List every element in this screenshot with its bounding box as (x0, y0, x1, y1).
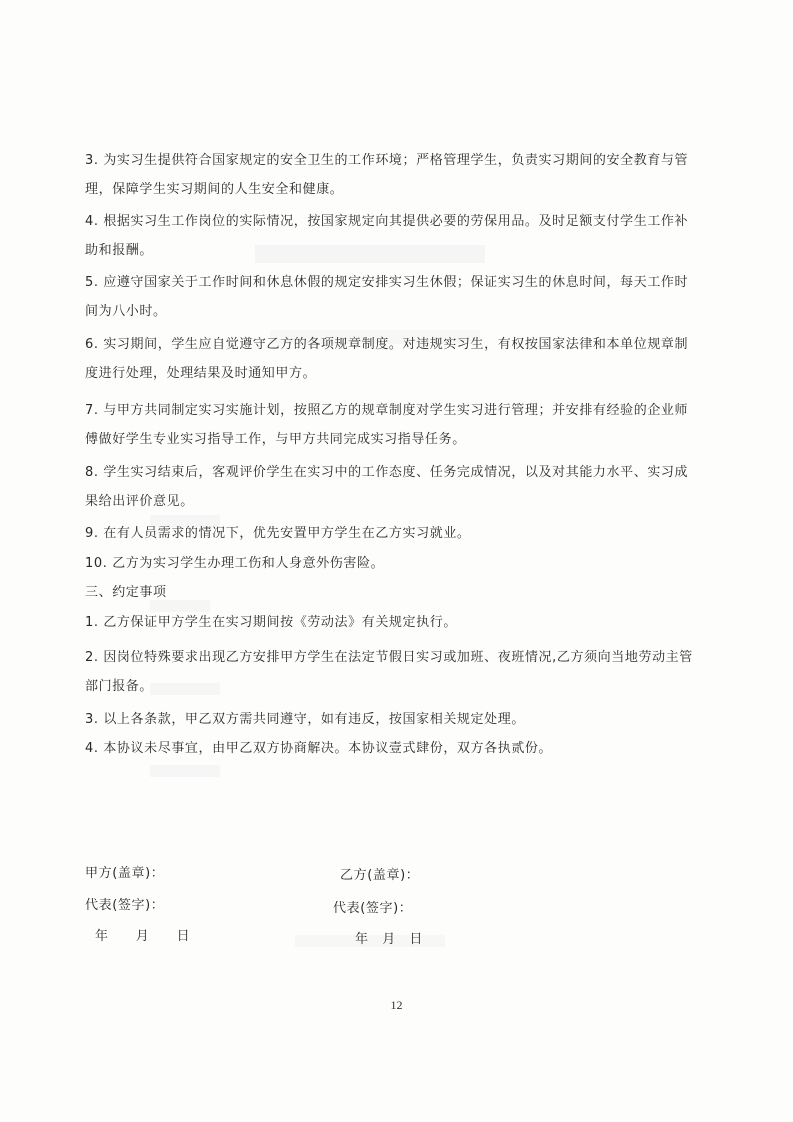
term-4: 4. 本协议未尽事宜，由甲乙双方协商解决。本协议壹式肆份，双方各执贰份。 (85, 741, 553, 756)
party-a-seal-label: 甲方(盖章)： (85, 866, 165, 881)
bleed-through-mark (150, 765, 220, 777)
term-1: 1. 乙方保证甲方学生在实习期间按《劳动法》有关规定执行。 (85, 615, 457, 630)
party-b-seal-label: 乙方(盖章)： (340, 868, 420, 883)
page-number: 12 (390, 998, 403, 1012)
clause-4: 4. 根据实习生工作岗位的实际情况，按国家规定向其提供必要的劳保用品。及时足额支付学生工作补助和报酬。 (85, 214, 689, 258)
term-3: 3. 以上各条款，甲乙双方需共同遵守，如有违反，按国家相关规定处理。 (85, 712, 525, 727)
party-b-date: 年 月 日 (355, 932, 424, 947)
clause-8: 8. 学生实习结束后，客观评价学生在实习中的工作态度、任务完成情况，以及对其能力水平、实习成果给出评价意见。 (85, 465, 689, 509)
party-b-rep-label: 代表(签字)： (333, 901, 413, 916)
party-a-rep-label: 代表(签字)： (85, 898, 165, 913)
section-heading: 三、约定事项 (85, 585, 167, 600)
party-a-date: 年 月 日 (95, 929, 191, 944)
clause-6: 6. 实习期间，学生应自觉遵守乙方的各项规章制度。对违规实习生，有权按国家法律和本单位规章制度进行处理，处理结果及时通知甲方。 (85, 337, 689, 381)
clause-9: 9. 在有人员需求的情况下，优先安置甲方学生在乙方实习就业。 (85, 526, 471, 541)
clause-10: 10. 乙方为实习学生办理工伤和人身意外伤害险。 (85, 556, 385, 571)
clause-5: 5. 应遵守国家关于工作时间和休息休假的规定安排实习生休假；保证实习生的休息时间，每天工作时间为八小时。 (85, 275, 689, 319)
term-2: 2. 因岗位特殊要求出现乙方安排甲方学生在法定节假日实习或加班、夜班情况,乙方须向当地劳动主管部门报备。 (85, 650, 693, 694)
clause-3: 3. 为实习生提供符合国家规定的安全卫生的工作环境；严格管理学生，负责实习期间的安全教育与管理，保障学生实习期间的人生安全和健康。 (85, 153, 689, 197)
clause-7: 7. 与甲方共同制定实习实施计划，按照乙方的规章制度对学生实习进行管理；并安排有经验的企业师傅做好学生专业实习指导工作，与甲方共同完成实习指导任务。 (85, 403, 689, 447)
